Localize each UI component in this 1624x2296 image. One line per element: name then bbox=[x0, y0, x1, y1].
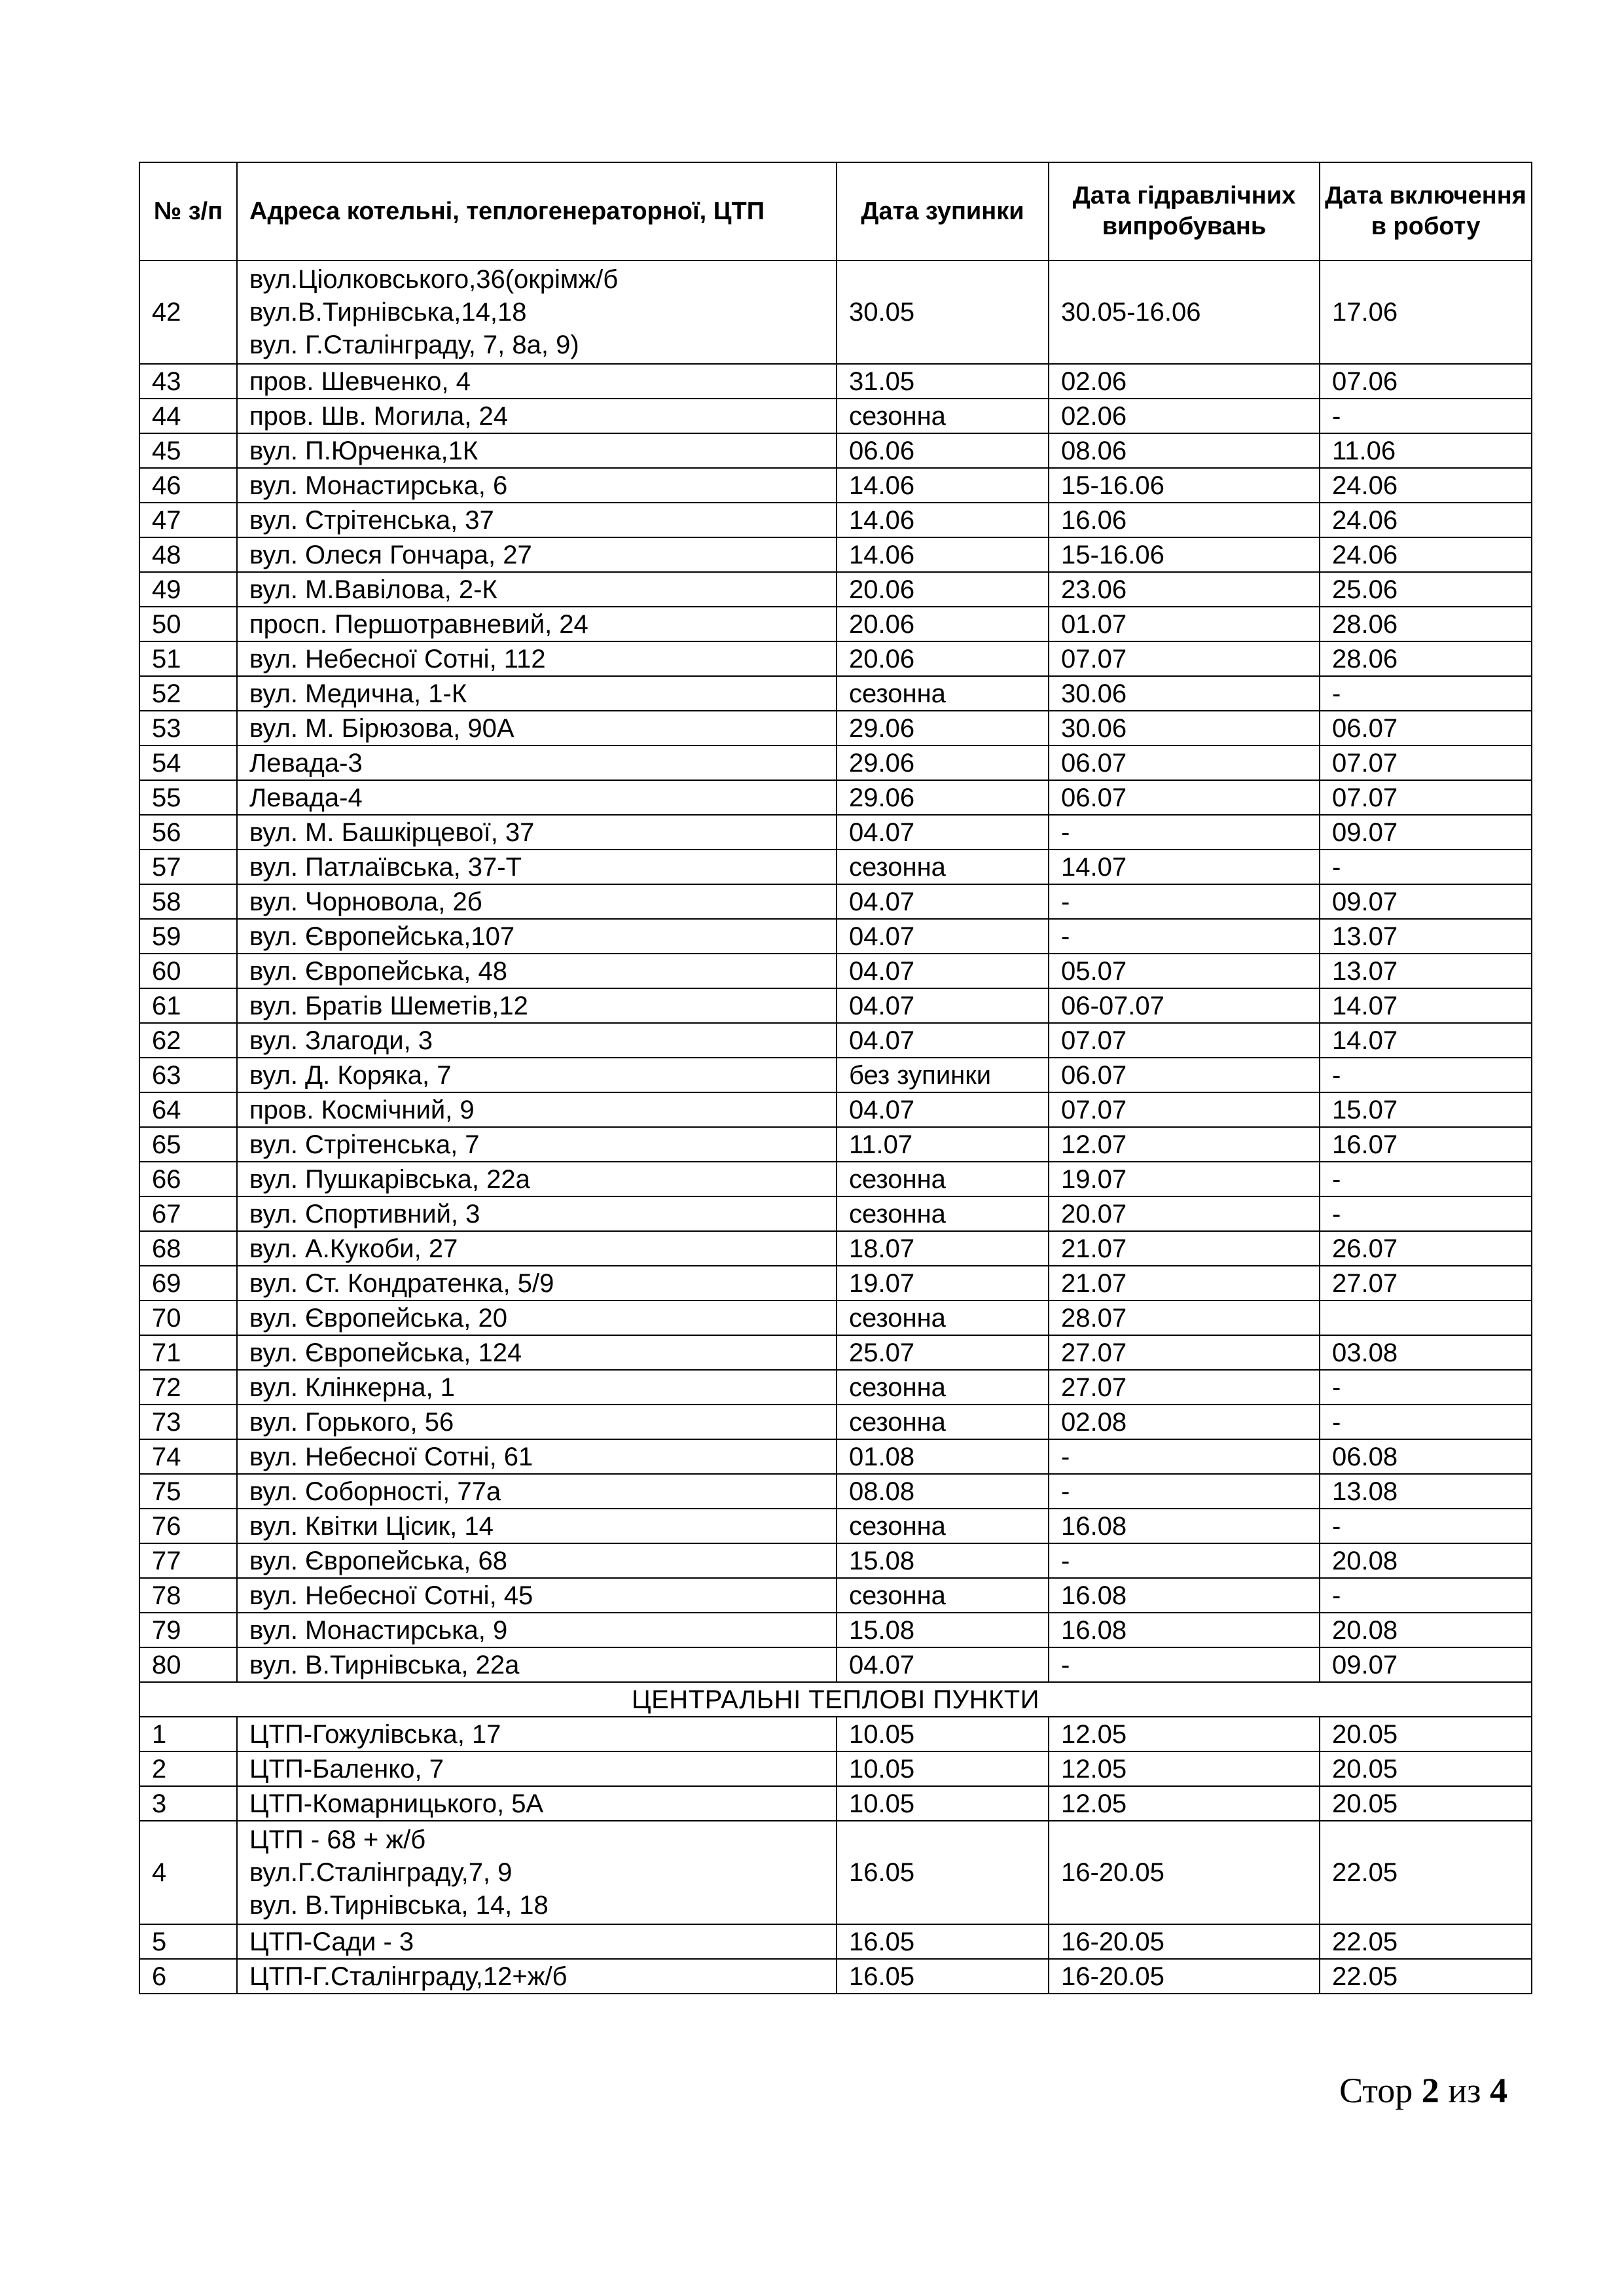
table-row bbox=[139, 1959, 1532, 1994]
cell-address: вул. М.Вавілова, 2-К bbox=[237, 572, 837, 607]
cell-stop-date: 20.06 bbox=[837, 572, 1049, 607]
cell-test-date: - bbox=[1049, 1474, 1320, 1509]
cell-test-date: 06.07 bbox=[1049, 745, 1320, 780]
cell-stop-date: 31.05 bbox=[837, 364, 1049, 399]
cell-address-line: вул. В.Тирнівська, 14, 18 bbox=[249, 1891, 549, 1920]
table-row bbox=[139, 364, 1532, 399]
cell-stop-date: 04.07 bbox=[837, 1023, 1049, 1058]
table-row bbox=[139, 260, 1532, 364]
cell-test-date: - bbox=[1049, 1439, 1320, 1474]
table-row bbox=[139, 676, 1532, 711]
cell-stop-date: сезонна bbox=[837, 676, 1049, 711]
table-row bbox=[139, 607, 1532, 641]
cell-address: вул. Горького, 56 bbox=[237, 1405, 837, 1439]
table-row bbox=[139, 1196, 1532, 1231]
cell-test-date: 02.06 bbox=[1049, 364, 1320, 399]
cell-stop-date: 08.08 bbox=[837, 1474, 1049, 1509]
cell-test-date: 14.07 bbox=[1049, 850, 1320, 884]
table-row bbox=[139, 1162, 1532, 1196]
cell-num: 61 bbox=[139, 988, 237, 1023]
cell-stop-date: 18.07 bbox=[837, 1231, 1049, 1266]
cell-stop-date: 29.06 bbox=[837, 711, 1049, 745]
cell-on-date: 13.07 bbox=[1320, 954, 1532, 988]
cell-stop-date: сезонна bbox=[837, 1578, 1049, 1613]
cell-address-line: вул.В.Тирнівська,14,18 bbox=[249, 298, 527, 327]
cell-stop-date: 01.08 bbox=[837, 1439, 1049, 1474]
cell-stop-date: 04.07 bbox=[837, 919, 1049, 954]
cell-test-date: 15-16.06 bbox=[1049, 537, 1320, 572]
cell-stop-date: 20.06 bbox=[837, 607, 1049, 641]
cell-address: вул. Квітки Цісик, 14 bbox=[237, 1509, 837, 1543]
cell-test-date: - bbox=[1049, 1647, 1320, 1682]
cell-address: вул. В.Тирнівська, 22а bbox=[237, 1647, 837, 1682]
cell-address: вул. Європейська, 48 bbox=[237, 954, 837, 988]
cell-num: 54 bbox=[139, 745, 237, 780]
cell-address: вул. Європейська,107 bbox=[237, 919, 837, 954]
cell-test-date: 12.07 bbox=[1049, 1127, 1320, 1162]
cell-on-date: 14.07 bbox=[1320, 988, 1532, 1023]
cell-address: вул. Клінкерна, 1 bbox=[237, 1370, 837, 1405]
cell-address bbox=[237, 260, 837, 364]
cell-on-date: 24.06 bbox=[1320, 503, 1532, 537]
cell-on-date: 26.07 bbox=[1320, 1231, 1532, 1266]
cell-stop-date: 19.07 bbox=[837, 1266, 1049, 1300]
cell-address: вул. М. Бірюзова, 90А bbox=[237, 711, 837, 745]
cell-on-date: 22.05 bbox=[1320, 1924, 1532, 1959]
cell-on-date: 20.05 bbox=[1320, 1751, 1532, 1786]
cell-num: 73 bbox=[139, 1405, 237, 1439]
table-row bbox=[139, 1439, 1532, 1474]
table-row bbox=[139, 1543, 1532, 1578]
cell-num: 66 bbox=[139, 1162, 237, 1196]
cell-num: 67 bbox=[139, 1196, 237, 1231]
cell-address: вул. Небесної Сотні, 112 bbox=[237, 641, 837, 676]
cell-address: вул. Д. Коряка, 7 bbox=[237, 1058, 837, 1092]
cell-test-date: 12.05 bbox=[1049, 1717, 1320, 1751]
cell-address: ЦТП-Г.Сталінграду,12+ж/б bbox=[237, 1959, 837, 1994]
cell-on-date: 16.07 bbox=[1320, 1127, 1532, 1162]
cell-address: ЦТП-Гожулівська, 17 bbox=[237, 1717, 837, 1751]
cell-test-date: 19.07 bbox=[1049, 1162, 1320, 1196]
cell-address: вул. Ст. Кондратенка, 5/9 bbox=[237, 1266, 837, 1300]
cell-num: 57 bbox=[139, 850, 237, 884]
cell-stop-date: 04.07 bbox=[837, 884, 1049, 919]
cell-stop-date: 25.07 bbox=[837, 1335, 1049, 1370]
cell-stop-date: сезонна bbox=[837, 399, 1049, 433]
cell-address: вул. Пушкарівська, 22а bbox=[237, 1162, 837, 1196]
cell-address: пров. Шевченко, 4 bbox=[237, 364, 837, 399]
table-row bbox=[139, 1786, 1532, 1821]
cell-num: 50 bbox=[139, 607, 237, 641]
cell-on-date: 07.07 bbox=[1320, 745, 1532, 780]
cell-test-date: 16.06 bbox=[1049, 503, 1320, 537]
cell-test-date: 02.06 bbox=[1049, 399, 1320, 433]
cell-on-date: 13.07 bbox=[1320, 919, 1532, 954]
cell-test-date: 12.05 bbox=[1049, 1786, 1320, 1821]
cell-test-date: 30.05-16.06 bbox=[1049, 260, 1320, 364]
table-row bbox=[139, 1023, 1532, 1058]
table-header bbox=[139, 162, 1532, 260]
cell-on-date: - bbox=[1320, 1578, 1532, 1613]
cell-test-date: 06.07 bbox=[1049, 780, 1320, 815]
cell-stop-date: 04.07 bbox=[837, 954, 1049, 988]
cell-num: 65 bbox=[139, 1127, 237, 1162]
cell-stop-date: сезонна bbox=[837, 850, 1049, 884]
cell-address: вул. Патлаївська, 37-Т bbox=[237, 850, 837, 884]
cell-test-date: 21.07 bbox=[1049, 1266, 1320, 1300]
cell-test-date: 06.07 bbox=[1049, 1058, 1320, 1092]
cell-num: 46 bbox=[139, 468, 237, 503]
cell-on-date bbox=[1320, 1300, 1532, 1335]
cell-stop-date: 16.05 bbox=[837, 1959, 1049, 1994]
table-row bbox=[139, 1092, 1532, 1127]
cell-num: 49 bbox=[139, 572, 237, 607]
header-on-date: Дата включення в роботу bbox=[1320, 162, 1532, 260]
cell-test-date: 07.07 bbox=[1049, 641, 1320, 676]
cell-on-date: 14.07 bbox=[1320, 1023, 1532, 1058]
cell-on-date: 27.07 bbox=[1320, 1266, 1532, 1300]
cell-stop-date: 04.07 bbox=[837, 815, 1049, 850]
table-row bbox=[139, 468, 1532, 503]
header-test-date: Дата гідравлічних випробувань bbox=[1049, 162, 1320, 260]
table-row bbox=[139, 1300, 1532, 1335]
cell-num: 45 bbox=[139, 433, 237, 468]
table-row bbox=[139, 1266, 1532, 1300]
cell-address-line: вул.Г.Сталінграду,7, 9 bbox=[249, 1858, 513, 1887]
cell-test-date: 16.08 bbox=[1049, 1509, 1320, 1543]
cell-on-date: 28.06 bbox=[1320, 641, 1532, 676]
cell-address: пров. Космічний, 9 bbox=[237, 1092, 837, 1127]
cell-num: 5 bbox=[139, 1924, 237, 1959]
cell-on-date: - bbox=[1320, 676, 1532, 711]
cell-num: 1 bbox=[139, 1717, 237, 1751]
cell-address: вул. Європейська, 20 bbox=[237, 1300, 837, 1335]
cell-stop-date: 14.06 bbox=[837, 503, 1049, 537]
cell-on-date: 17.06 bbox=[1320, 260, 1532, 364]
cell-address: ЦТП-Комарницького, 5А bbox=[237, 1786, 837, 1821]
table-row bbox=[139, 954, 1532, 988]
table-row bbox=[139, 988, 1532, 1023]
cell-num: 53 bbox=[139, 711, 237, 745]
cell-stop-date: 16.05 bbox=[837, 1924, 1049, 1959]
cell-address: вул. Стрітенська, 7 bbox=[237, 1127, 837, 1162]
table-row bbox=[139, 1127, 1532, 1162]
cell-test-date: 06-07.07 bbox=[1049, 988, 1320, 1023]
cell-on-date: - bbox=[1320, 1162, 1532, 1196]
cell-num: 75 bbox=[139, 1474, 237, 1509]
cell-num: 2 bbox=[139, 1751, 237, 1786]
cell-stop-date: 16.05 bbox=[837, 1821, 1049, 1924]
cell-address: Левада-4 bbox=[237, 780, 837, 815]
table-row bbox=[139, 1821, 1532, 1924]
cell-test-date: 16.08 bbox=[1049, 1578, 1320, 1613]
cell-test-date: 30.06 bbox=[1049, 676, 1320, 711]
table-row bbox=[139, 1474, 1532, 1509]
cell-address: вул. А.Кукоби, 27 bbox=[237, 1231, 837, 1266]
cell-num: 59 bbox=[139, 919, 237, 954]
footer-prefix: Стор bbox=[1339, 2071, 1413, 2110]
cell-stop-date: 15.08 bbox=[837, 1543, 1049, 1578]
table-row bbox=[139, 572, 1532, 607]
cell-on-date: 15.07 bbox=[1320, 1092, 1532, 1127]
cell-on-date: - bbox=[1320, 1196, 1532, 1231]
cell-stop-date: сезонна bbox=[837, 1196, 1049, 1231]
cell-stop-date: 29.06 bbox=[837, 780, 1049, 815]
cell-num: 74 bbox=[139, 1439, 237, 1474]
table-row bbox=[139, 780, 1532, 815]
cell-num: 72 bbox=[139, 1370, 237, 1405]
cell-on-date: 06.08 bbox=[1320, 1439, 1532, 1474]
cell-test-date: - bbox=[1049, 1543, 1320, 1578]
cell-address: вул. Медична, 1-К bbox=[237, 676, 837, 711]
header-num: № з/п bbox=[139, 162, 237, 260]
cell-address: вул. П.Юрченка,1К bbox=[237, 433, 837, 468]
cell-num: 44 bbox=[139, 399, 237, 433]
cell-num: 70 bbox=[139, 1300, 237, 1335]
cell-stop-date: сезонна bbox=[837, 1405, 1049, 1439]
cell-stop-date: сезонна bbox=[837, 1509, 1049, 1543]
table-row bbox=[139, 1058, 1532, 1092]
cell-stop-date: 10.05 bbox=[837, 1717, 1049, 1751]
cell-test-date: 16.08 bbox=[1049, 1613, 1320, 1647]
cell-address: вул. Монастирська, 9 bbox=[237, 1613, 837, 1647]
cell-num: 55 bbox=[139, 780, 237, 815]
table-row bbox=[139, 641, 1532, 676]
cell-test-date: 20.07 bbox=[1049, 1196, 1320, 1231]
table-row bbox=[139, 1647, 1532, 1682]
cell-on-date: 13.08 bbox=[1320, 1474, 1532, 1509]
cell-address: просп. Першотравневий, 24 bbox=[237, 607, 837, 641]
cell-on-date: 20.08 bbox=[1320, 1613, 1532, 1647]
table-row bbox=[139, 433, 1532, 468]
cell-stop-date: 15.08 bbox=[837, 1613, 1049, 1647]
cell-address: вул. Соборності, 77а bbox=[237, 1474, 837, 1509]
cell-on-date: 22.05 bbox=[1320, 1821, 1532, 1924]
table-body bbox=[139, 260, 1532, 1994]
cell-on-date: 07.06 bbox=[1320, 364, 1532, 399]
cell-address: вул. Стрітенська, 37 bbox=[237, 503, 837, 537]
cell-stop-date: сезонна bbox=[837, 1162, 1049, 1196]
cell-on-date: 09.07 bbox=[1320, 815, 1532, 850]
table-row bbox=[139, 919, 1532, 954]
cell-on-date: 24.06 bbox=[1320, 537, 1532, 572]
cell-address: Левада-3 bbox=[237, 745, 837, 780]
cell-on-date: 22.05 bbox=[1320, 1959, 1532, 1994]
cell-num: 43 bbox=[139, 364, 237, 399]
cell-address: вул. Європейська, 68 bbox=[237, 1543, 837, 1578]
table-row bbox=[139, 1231, 1532, 1266]
cell-test-date: 27.07 bbox=[1049, 1370, 1320, 1405]
table-row bbox=[139, 884, 1532, 919]
cell-num: 60 bbox=[139, 954, 237, 988]
cell-test-date: - bbox=[1049, 815, 1320, 850]
cell-stop-date: 10.05 bbox=[837, 1751, 1049, 1786]
table-row bbox=[139, 503, 1532, 537]
cell-test-date: 01.07 bbox=[1049, 607, 1320, 641]
table-row bbox=[139, 1509, 1532, 1543]
table-row bbox=[139, 815, 1532, 850]
cell-on-date: 28.06 bbox=[1320, 607, 1532, 641]
cell-address: вул. Спортивний, 3 bbox=[237, 1196, 837, 1231]
page-footer bbox=[1339, 2070, 1507, 2111]
cell-stop-date: 04.07 bbox=[837, 1092, 1049, 1127]
cell-address: вул. Монастирська, 6 bbox=[237, 468, 837, 503]
cell-on-date: - bbox=[1320, 1058, 1532, 1092]
cell-stop-date: 04.07 bbox=[837, 988, 1049, 1023]
cell-test-date: 15-16.06 bbox=[1049, 468, 1320, 503]
cell-num: 68 bbox=[139, 1231, 237, 1266]
cell-test-date: 30.06 bbox=[1049, 711, 1320, 745]
cell-num: 42 bbox=[139, 260, 237, 364]
table-row bbox=[139, 1613, 1532, 1647]
cell-test-date: 08.06 bbox=[1049, 433, 1320, 468]
cell-on-date: 06.07 bbox=[1320, 711, 1532, 745]
cell-on-date: 20.08 bbox=[1320, 1543, 1532, 1578]
cell-address: вул. Небесної Сотні, 61 bbox=[237, 1439, 837, 1474]
cell-stop-date: 04.07 bbox=[837, 1647, 1049, 1682]
cell-test-date: 07.07 bbox=[1049, 1092, 1320, 1127]
cell-test-date: 23.06 bbox=[1049, 572, 1320, 607]
cell-num: 69 bbox=[139, 1266, 237, 1300]
cell-num: 3 bbox=[139, 1786, 237, 1821]
cell-stop-date: 20.06 bbox=[837, 641, 1049, 676]
cell-address: ЦТП-Сади - 3 bbox=[237, 1924, 837, 1959]
cell-address: вул. М. Башкірцевої, 37 bbox=[237, 815, 837, 850]
cell-address: вул. Братів Шеметів,12 bbox=[237, 988, 837, 1023]
cell-on-date: 07.07 bbox=[1320, 780, 1532, 815]
cell-test-date: - bbox=[1049, 884, 1320, 919]
table-row bbox=[139, 850, 1532, 884]
table-row bbox=[139, 1751, 1532, 1786]
cell-on-date: 25.06 bbox=[1320, 572, 1532, 607]
table-row bbox=[139, 1924, 1532, 1959]
cell-on-date: 11.06 bbox=[1320, 433, 1532, 468]
cell-stop-date: 10.05 bbox=[837, 1786, 1049, 1821]
table-row bbox=[139, 1370, 1532, 1405]
table-row bbox=[139, 1578, 1532, 1613]
cell-num: 58 bbox=[139, 884, 237, 919]
footer-total-pages: 4 bbox=[1490, 2071, 1507, 2110]
cell-test-date: 16-20.05 bbox=[1049, 1821, 1320, 1924]
cell-address-line: ЦТП - 68 + ж/б bbox=[249, 1825, 426, 1854]
cell-num: 76 bbox=[139, 1509, 237, 1543]
cell-num: 6 bbox=[139, 1959, 237, 1994]
cell-stop-date: 14.06 bbox=[837, 537, 1049, 572]
cell-test-date: 28.07 bbox=[1049, 1300, 1320, 1335]
header-stop-date: Дата зупинки bbox=[837, 162, 1049, 260]
cell-on-date: - bbox=[1320, 1509, 1532, 1543]
cell-on-date: - bbox=[1320, 1370, 1532, 1405]
cell-on-date: 20.05 bbox=[1320, 1717, 1532, 1751]
cell-address: пров. Шв. Могила, 24 bbox=[237, 399, 837, 433]
cell-on-date: - bbox=[1320, 1405, 1532, 1439]
cell-stop-date: 06.06 bbox=[837, 433, 1049, 468]
section-row bbox=[139, 1682, 1532, 1717]
table-row bbox=[139, 711, 1532, 745]
cell-on-date: 20.05 bbox=[1320, 1786, 1532, 1821]
cell-test-date: 05.07 bbox=[1049, 954, 1320, 988]
cell-num: 79 bbox=[139, 1613, 237, 1647]
cell-num: 62 bbox=[139, 1023, 237, 1058]
cell-on-date: 09.07 bbox=[1320, 884, 1532, 919]
cell-num: 56 bbox=[139, 815, 237, 850]
cell-stop-date: 11.07 bbox=[837, 1127, 1049, 1162]
cell-test-date: 12.05 bbox=[1049, 1751, 1320, 1786]
footer-page-number: 2 bbox=[1421, 2071, 1439, 2110]
cell-num: 48 bbox=[139, 537, 237, 572]
cell-stop-date: сезонна bbox=[837, 1300, 1049, 1335]
cell-on-date: - bbox=[1320, 399, 1532, 433]
table-row bbox=[139, 1717, 1532, 1751]
cell-stop-date: без зупинки bbox=[837, 1058, 1049, 1092]
table-row bbox=[139, 1405, 1532, 1439]
cell-test-date: 16-20.05 bbox=[1049, 1924, 1320, 1959]
cell-stop-date: 14.06 bbox=[837, 468, 1049, 503]
cell-num: 51 bbox=[139, 641, 237, 676]
table-row bbox=[139, 1335, 1532, 1370]
cell-stop-date: 29.06 bbox=[837, 745, 1049, 780]
cell-on-date: 24.06 bbox=[1320, 468, 1532, 503]
cell-address: вул. Небесної Сотні, 45 bbox=[237, 1578, 837, 1613]
footer-separator: из bbox=[1448, 2071, 1481, 2110]
cell-num: 4 bbox=[139, 1821, 237, 1924]
cell-num: 64 bbox=[139, 1092, 237, 1127]
cell-test-date: 27.07 bbox=[1049, 1335, 1320, 1370]
table-row bbox=[139, 745, 1532, 780]
cell-address bbox=[237, 1821, 837, 1924]
cell-address: вул. Олеся Гончара, 27 bbox=[237, 537, 837, 572]
table-row bbox=[139, 399, 1532, 433]
cell-num: 63 bbox=[139, 1058, 237, 1092]
cell-test-date: - bbox=[1049, 919, 1320, 954]
cell-num: 77 bbox=[139, 1543, 237, 1578]
heating-schedule-table bbox=[139, 162, 1532, 1994]
cell-num: 78 bbox=[139, 1578, 237, 1613]
cell-num: 71 bbox=[139, 1335, 237, 1370]
cell-address-line: вул. Г.Сталінграду, 7, 8а, 9) bbox=[249, 331, 579, 359]
cell-address: вул. Європейська, 124 bbox=[237, 1335, 837, 1370]
cell-on-date: - bbox=[1320, 850, 1532, 884]
cell-address: вул. Чорновола, 2б bbox=[237, 884, 837, 919]
cell-test-date: 21.07 bbox=[1049, 1231, 1320, 1266]
cell-stop-date: сезонна bbox=[837, 1370, 1049, 1405]
cell-stop-date: 30.05 bbox=[837, 260, 1049, 364]
cell-on-date: 09.07 bbox=[1320, 1647, 1532, 1682]
header-address: Адреса котельні, теплогенераторної, ЦТП bbox=[237, 162, 837, 260]
cell-address-line: вул.Ціолковського,36(окрімж/б bbox=[249, 265, 619, 294]
cell-test-date: 02.08 bbox=[1049, 1405, 1320, 1439]
cell-test-date: 07.07 bbox=[1049, 1023, 1320, 1058]
table-row bbox=[139, 537, 1532, 572]
cell-address: вул. Злагоди, 3 bbox=[237, 1023, 837, 1058]
cell-on-date: 03.08 bbox=[1320, 1335, 1532, 1370]
cell-address: ЦТП-Баленко, 7 bbox=[237, 1751, 837, 1786]
cell-num: 47 bbox=[139, 503, 237, 537]
cell-num: 52 bbox=[139, 676, 237, 711]
section-title: ЦЕНТРАЛЬНІ ТЕПЛОВІ ПУНКТИ bbox=[139, 1682, 1532, 1717]
cell-num: 80 bbox=[139, 1647, 237, 1682]
cell-test-date: 16-20.05 bbox=[1049, 1959, 1320, 1994]
